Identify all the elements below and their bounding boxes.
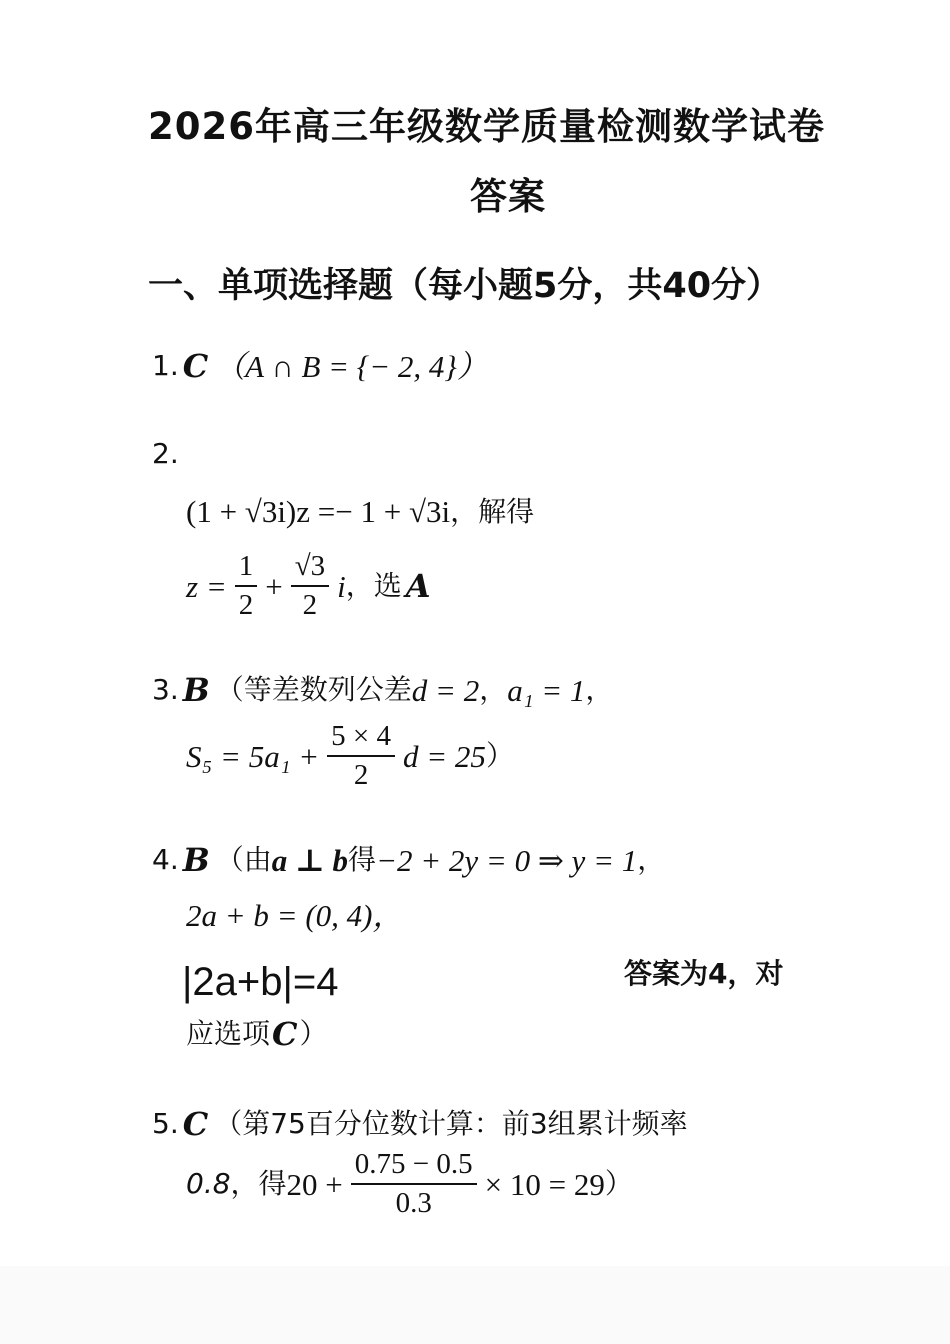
fraction bbox=[327, 722, 395, 790]
equation: (1 + √3i)z =− 1 + √3i bbox=[186, 494, 451, 529]
equation: d = 2 bbox=[411, 672, 480, 708]
question-number: 2. bbox=[152, 437, 179, 470]
text-fragment: （由 bbox=[215, 843, 272, 876]
fraction-numerator: √3 bbox=[291, 552, 329, 587]
fraction-denominator: 2 bbox=[238, 589, 254, 621]
fraction-numerator: 1 bbox=[235, 552, 258, 587]
text-fragment: ） bbox=[604, 1167, 633, 1200]
text-fragment: （第75百分位数计算：前3组累计频率 bbox=[214, 1107, 688, 1140]
question-5-line2 bbox=[186, 1150, 633, 1218]
text-fragment: ， bbox=[479, 673, 508, 706]
fraction-2 bbox=[291, 552, 329, 620]
explanation: （A ∩ B = {− 2, 4}） bbox=[214, 348, 488, 384]
doc-title-line1: 2026年高三年级数学质量检测数学试卷 bbox=[148, 105, 825, 148]
question-5-line1 bbox=[152, 1105, 688, 1143]
equation-plain: |2a+b|=4 bbox=[182, 960, 339, 1004]
equation: a₁ = 1 bbox=[507, 672, 586, 708]
text-fragment: 得 bbox=[348, 843, 377, 876]
question-1 bbox=[152, 347, 488, 385]
question-2-number bbox=[152, 437, 179, 470]
question-number: 1. bbox=[152, 349, 179, 382]
imaginary-unit: i bbox=[337, 568, 346, 604]
question-4-line3 bbox=[182, 962, 338, 1002]
text-fragment: ） bbox=[485, 739, 514, 772]
equation-rhs: d = 25 bbox=[403, 738, 486, 774]
question-number: 4. bbox=[152, 843, 179, 876]
question-3-line1 bbox=[152, 671, 614, 709]
question-4-line3-right bbox=[624, 957, 784, 990]
question-4-line4 bbox=[186, 1015, 328, 1053]
question-4-line1 bbox=[152, 841, 666, 879]
text-fragment: ，解得 bbox=[450, 494, 535, 528]
question-2-line2 bbox=[186, 552, 437, 620]
section-heading: 一、单项选择题（每小题5分，共40分） bbox=[148, 266, 782, 306]
fraction-denominator: 2 bbox=[353, 759, 369, 791]
text-fragment: ） bbox=[299, 1017, 328, 1050]
answer-choice: C bbox=[272, 1015, 298, 1053]
fraction bbox=[351, 1150, 477, 1218]
answer-choice: C bbox=[182, 347, 209, 385]
doc-title-line2: 答案 bbox=[470, 175, 546, 218]
answer-choice: A bbox=[405, 567, 431, 605]
question-4-line2 bbox=[186, 900, 403, 931]
equation-lhs: S₅ = 5a₁ + bbox=[186, 738, 320, 774]
text-fragment: ，选 bbox=[345, 569, 402, 602]
text-fragment: （等差数列公差 bbox=[215, 673, 412, 706]
plus-sign: + bbox=[265, 568, 283, 604]
answer-choice: B bbox=[182, 841, 210, 879]
fraction-numerator: 5 × 4 bbox=[327, 722, 395, 757]
equation-lhs: z = bbox=[186, 568, 227, 604]
text-fragment: 答案为4，对 bbox=[624, 957, 784, 990]
question-number: 5. bbox=[152, 1107, 179, 1140]
text-fragment: 0.8 bbox=[186, 1167, 231, 1200]
page-footer-strip bbox=[0, 1266, 950, 1344]
text-fragment: ，得 bbox=[230, 1167, 287, 1200]
fraction-denominator: 0.3 bbox=[395, 1187, 432, 1219]
equation-rhs: × 10 = 29 bbox=[484, 1166, 605, 1202]
fraction-numerator: 0.75 − 0.5 bbox=[351, 1150, 477, 1185]
equation: a ⊥ b bbox=[271, 842, 349, 878]
equation-lhs: 20 + bbox=[286, 1166, 343, 1202]
question-number: 3. bbox=[152, 673, 179, 706]
question-2-line1 bbox=[186, 496, 534, 527]
equation: 2a + b = (0, 4)， bbox=[186, 898, 404, 933]
text-fragment: 应选项 bbox=[186, 1017, 271, 1050]
fraction-1 bbox=[235, 552, 258, 620]
question-3-line2 bbox=[186, 722, 514, 790]
answer-choice: C bbox=[182, 1105, 209, 1143]
text-fragment: ， bbox=[585, 673, 614, 706]
equation: −2 + 2y = 0 ⇒ y = 1 bbox=[376, 842, 638, 878]
text-fragment: ， bbox=[637, 843, 666, 876]
fraction-denominator: 2 bbox=[302, 589, 318, 621]
answer-choice: B bbox=[182, 671, 210, 709]
